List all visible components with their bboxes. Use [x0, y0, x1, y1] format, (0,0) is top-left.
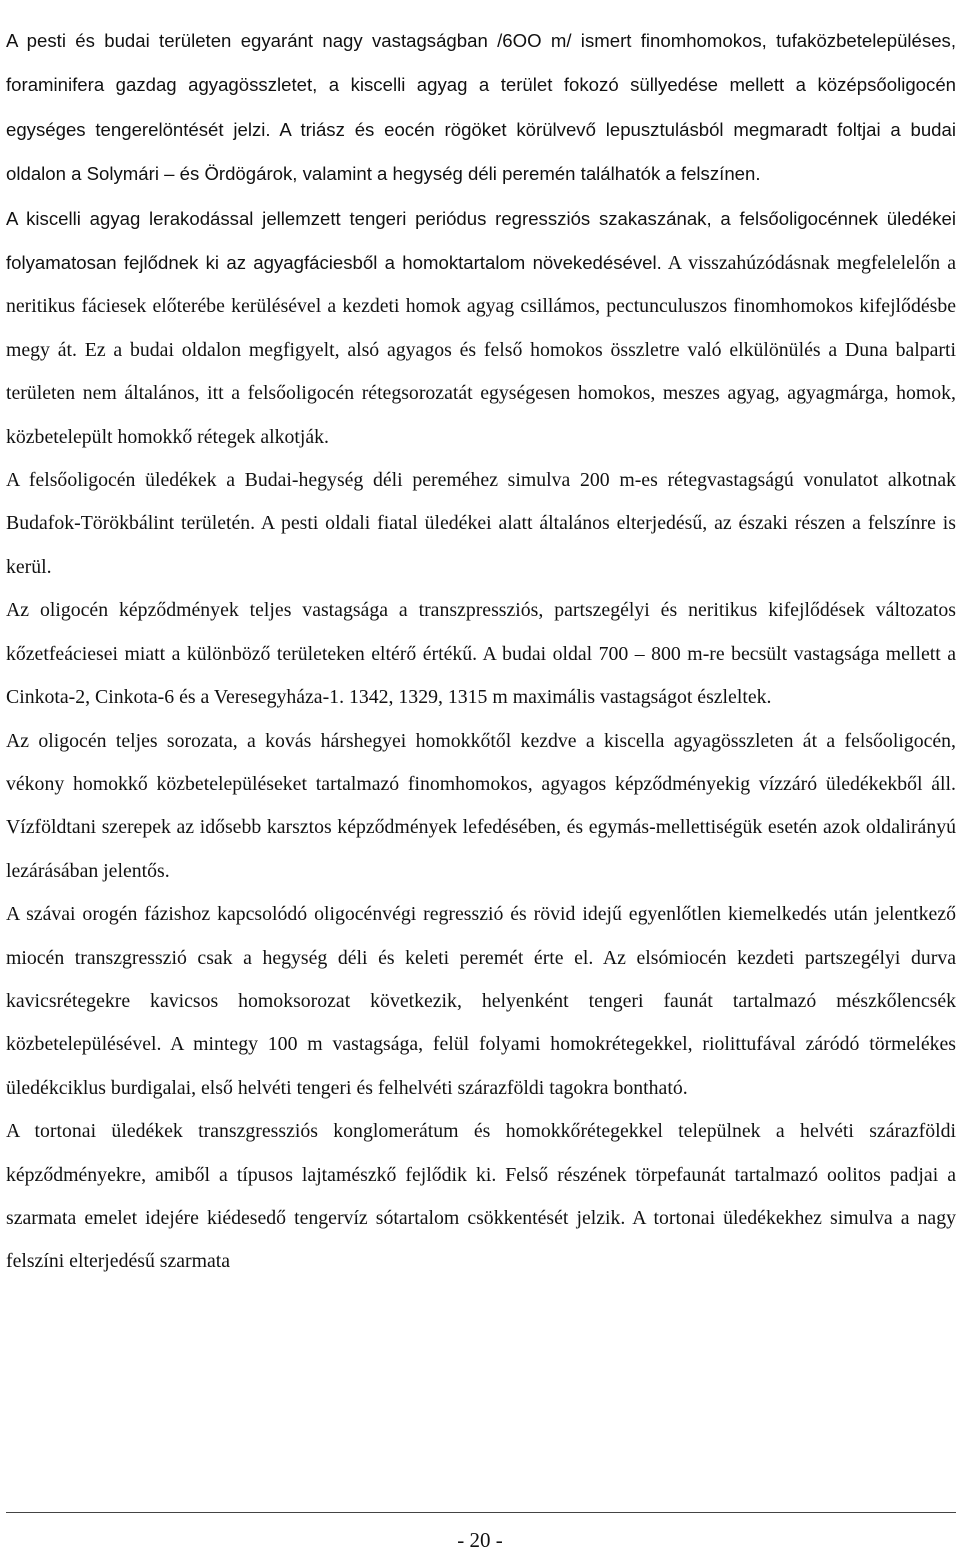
paragraph-text: A felsőoligocén üledékek a Budai-hegység déli pereméhez simulva 200 m-es rétegvastagságú vonulatot alkotnak Budafok-Törökbálint területén. A pesti oldali fiatal üledékei alatt általános elterjedésű, az északi részen a felszínre is kerül. [6, 469, 956, 578]
paragraph [6, 720, 956, 894]
paragraph [6, 197, 956, 459]
paragraph-text: A pesti és budai területen egyaránt nagy vastagságban /6OO m/ ismert finomhomokos, tufaközbetelepüléses, foraminifera gazdag agyagösszletet, a kiscelli agyag a terület fokozó süllyedése mellett a középsőoligocén egységes tengerelöntését jelzi. A triász és eocén rögöket körülvevő lepusztulásból megmaradt foltjai a budai oldalon a Solymári – és Ördögárok, valamint a hegység déli peremén találhatók a felszínen. [6, 30, 956, 185]
paragraph [6, 19, 956, 197]
paragraph [6, 1110, 956, 1284]
paragraph-text: Az oligocén képződmények teljes vastagsága a transzpressziós, partszegélyi és neritikus kifejlődések változatos kőzetfeáciesei miatt a különböző területeken eltérő értékű. A budai oldal 700 – 800 m-re becsült vastagsága mellett a Cinkota-2, Cinkota-6 és a Veresegyháza-1. 1342, 1329, 1315 m maximális vastagságot észleltek. [6, 599, 956, 709]
paragraph-text: Az oligocén teljes sorozata, a kovás hárshegyei homokkőtől kezdve a kiscella agyagösszleten át a felsőoligocén, vékony homokkő közbetelepüléseket tartalmazó finomhomokos, agyagos képződményekig vízzáró üledékekből áll. Vízföldtani szerepek az idősebb karsztos képződmények lefedésében, és egymás-mellettiségük esetén azok oldalirányú lezárásában jelentős. [6, 729, 956, 882]
paragraph-text: A kiscelli agyag lerakodással jellemzett tengeri periódus regressziós szakaszának, a felsőoligocénnek üledékei folyamatosan fejlődnek ki az agyagfáciesből a homoktartalom növekedésével. [6, 207, 956, 274]
paragraph-text: A tortonai üledékek transzgressziós konglomerátum és homokkőrétegekkel települnek a helvéti szárazföldi képződményekre, amiből a típusos lajtamészkő fejlődik ki. Felső részének törpefaunát tartalmazó oolitos padjai a szarmata emelet idejére kiédesedő tengervíz sótartalom csökkentését jelzik. A tortonai üledékekhez simulva a nagy felszíni elterjedésű szarmata [6, 1120, 956, 1273]
document-body [6, 19, 956, 1284]
footer-divider [6, 1512, 956, 1513]
page-number: - 20 - [457, 1528, 503, 1552]
paragraph-text: A visszahúzódásnak megfelelelőn a neritikus fáciesek előterébe kerülésével a kezdeti homok agyag csillámos, pectunculuszos finomhomokos kifejlődésbe megy át. Ez a budai oldalon megfigyelt, alsó agyagos és felső homokos összletre való elkülönülés a Duna balparti területen nem általános, itt a felsőoligocén rétegsorozatát egységesen homokos, meszes agyag, agyagmárga, homok, közbetelepült homokkő rétegek alkotják. [6, 252, 956, 448]
paragraph [6, 459, 956, 589]
paragraph [6, 893, 956, 1110]
paragraph-text: A szávai orogén fázishoz kapcsolódó oligocénvégi regresszió és rövid idejű egyenlőtlen kiemelkedés után jelentkező miocén transzgresszió csak a hegység déli és keleti peremét érte el. Az elsómiocén kezdeti partszegélyi durva kavicsrétegekre kavicsos homoksorozat következik, helyenként tengeri faunát tartalmazó mészkőlencsék közbetelepülésével. A mintegy 100 m vastagsága, felül folyami homokrétegekkel, riolittufával záródó törmelékes üledékciklus burdigalai, első helvéti tengeri és felhelvéti szárazföldi tagokra bontható. [6, 903, 956, 1099]
paragraph [6, 589, 956, 719]
